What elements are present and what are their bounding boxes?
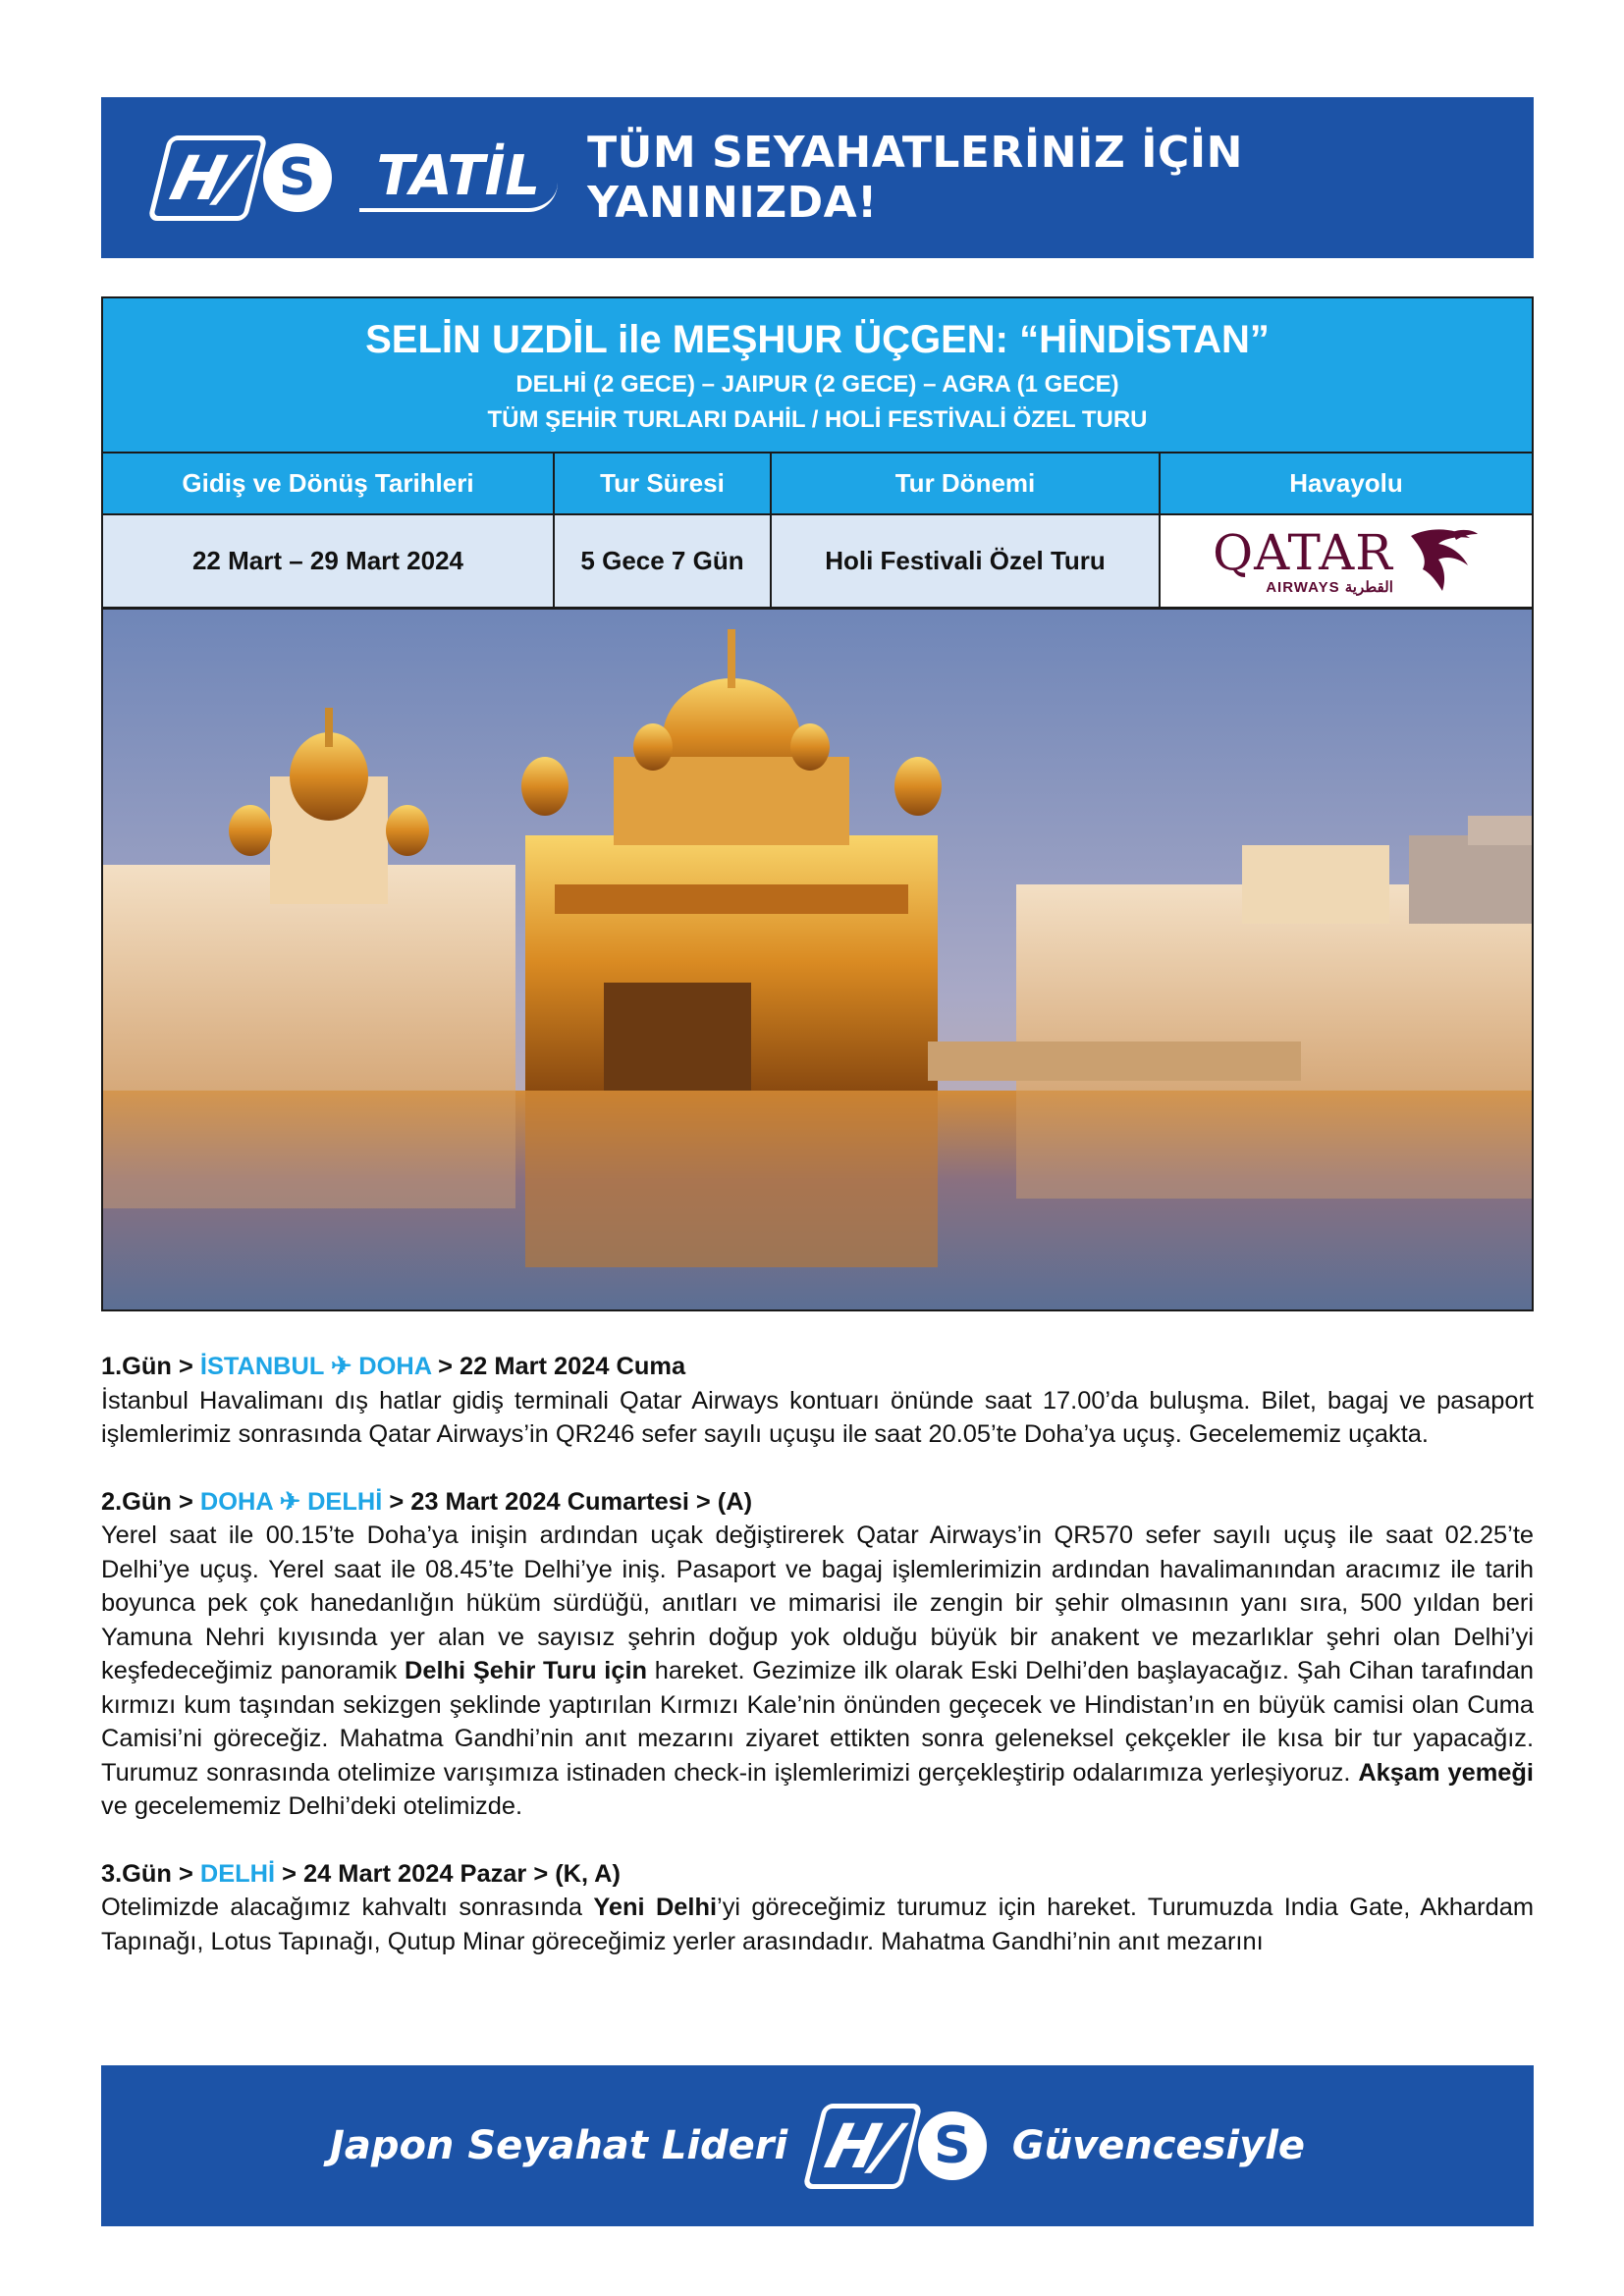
day-3-number: 3.Gün > [101,1859,200,1888]
table-header-row [103,454,1532,515]
day-2 [101,1485,1534,1824]
itinerary [101,1350,1534,1992]
day-2-bold-b: Akşam yemeği [1358,1758,1534,1787]
day-1-heading [101,1350,1534,1384]
day-1-body: İstanbul Havalimanı dış hatlar gidiş terminali Qatar Airways kontuarı önünde saat 17.00’da buluşma. Bilet, bagaj ve pasaport işlemlerimiz sonrasında Qatar Airways’in QR246 sefer sayılı uçuşu ile saat 20.05’te Doha’ya uçuş. Gecelememiz uçakta. [101,1386,1534,1448]
header-duration: Tur Süresi [555,454,772,513]
day-3-text-a: Otelimizde alacağımız kahvaltı sonrasında [101,1894,594,1921]
day-1-date: > 22 Mart 2024 Cuma [431,1353,686,1380]
footer-his-logo [813,2104,987,2189]
day-3-body [101,1891,1534,1958]
tour-subtitle-features: TÜM ŞEHİR TURLARI DAHİL / HOLİ FESTİVALİ ÖZEL TURU [487,406,1148,433]
golden-temple-photo [101,608,1534,1311]
day-2-date: > 23 Mart 2024 Cumartesi > (A) [382,1487,753,1516]
tour-info-table [101,296,1534,609]
day-2-number: 2.Gün > [101,1487,200,1516]
header-airline: Havayolu [1289,468,1403,498]
day-2-heading [101,1485,1534,1520]
oryx-icon [1401,526,1480,597]
day-3-text-b: ’yi göreceğimiz turumuz için hareket. Turumuzda India Gate, Akhardam Tapınağı, Lotus Tapınağı, Qutup Minar göreceğimiz yerler arasındadır. Mahatma Gandhi’nin anıt mezarını [101,1894,1534,1955]
day-3-route: DELHİ [199,1859,276,1888]
tour-title-block [103,298,1532,454]
value-dates: 22 Mart – 29 Mart 2024 [103,515,555,607]
footer-his-logo-s: S [918,2111,987,2180]
his-logo-s: S [263,143,332,212]
golden-temple-illustration [103,610,1534,1311]
header-period: Tur Dönemi [772,454,1161,513]
day-3-heading [101,1857,1534,1892]
day-1-number: 1.Gün > [101,1353,200,1380]
day-3 [101,1857,1534,1959]
day-2-text-c: ve gecelememiz Delhi’deki otelimizde. [101,1792,523,1820]
tour-title: SELİN UZDİL ile MEŞHUR ÜÇGEN: “HİNDİSTAN” [365,318,1270,361]
day-3-bold-a: Yeni Delhi [593,1894,718,1921]
his-logo-hi: H/ [147,135,267,221]
footer-left-text: Japon Seyahat Lideri [329,2123,788,2168]
day-1-route: İSTANBUL ✈ DOHA [199,1353,432,1380]
table-value-row [103,515,1532,607]
day-2-text-b: hareket. Gezimize ilk olarak Eski Delhi’den başlayacağız. Şah Cihan tarafından kırmızı kum taşından sekizgen şeklinde yaptırılan Kırmızı Kale’nin önünden geçecek ve Hindistan’ın en büyük camisi olan Cuma Camisi’ni göreceğiz. Mahatma Gandhi’nin anıt mezarını ziyaret ettikten sonra geleneksel çekçekler ile kısa bir tur yapacağız. Turumuz sonrasında otelimize varışımıza istinaden check-in işlemlerimizi gerçekleştirip odalarımıza yerleşiyoruz. [101,1657,1535,1787]
value-duration: 5 Gece 7 Gün [555,515,772,607]
qatar-logo-name: QATAR [1213,523,1393,581]
day-2-route: DOHA ✈ DELHİ [199,1487,383,1516]
footer-his-logo-hi: H/ [802,2104,922,2189]
value-period: Holi Festivali Özel Turu [772,515,1161,607]
day-2-text-a: Yerel saat ile 00.15’te Doha’ya inişin ardından uçak değiştirerek Qatar Airways’in QR570 sefer sayılı uçuş ile saat 02.25’te Delhi’ye uçuş. Yerel saat ile 08.45’te Delhi’ye iniş. Pasaport ve bagaj işlemlerimizin ardından havalimanından aracımız ile tarih boyunca pek çok hanedanlığın hüküm sürdüğü, anıtları ve mimarisi ile zengin bir şehir olmasının yanı sıra, 500 yıldan beri Yamuna Nehri kıyısında yer alan ve sayısız şehrin doğup yok olduğu büyük bir anakent ve mezarlıklar şehri olan Delhi’yi keşfedeceğimiz panoramik [101,1522,1534,1684]
banner-slogan: TÜM SEYAHATLERİNİZ İÇİN YANINIZDA! [587,128,1243,228]
value-airline [1161,515,1532,607]
day-1 [101,1350,1534,1452]
day-2-bold-a: Delhi Şehir Turu için [405,1657,648,1684]
his-logo [158,135,332,221]
footer-right-text: Güvencesiyle [1011,2123,1306,2168]
header-dates: Gidiş ve Dönüş Tarihleri [103,454,555,513]
day-2-body [101,1519,1534,1824]
qatar-logo-sub: AIRWAYS القطرية [1266,578,1393,596]
header-banner [101,97,1534,258]
tour-subtitle-cities: DELHİ (2 GECE) – JAIPUR (2 GECE) – AGRA (1 GECE) [515,371,1119,398]
tatil-logo: TATİL [359,144,559,212]
qatar-airways-logo [1213,523,1480,597]
day-3-date: > 24 Mart 2024 Pazar > (K, A) [275,1859,621,1888]
footer-banner [101,2065,1534,2226]
